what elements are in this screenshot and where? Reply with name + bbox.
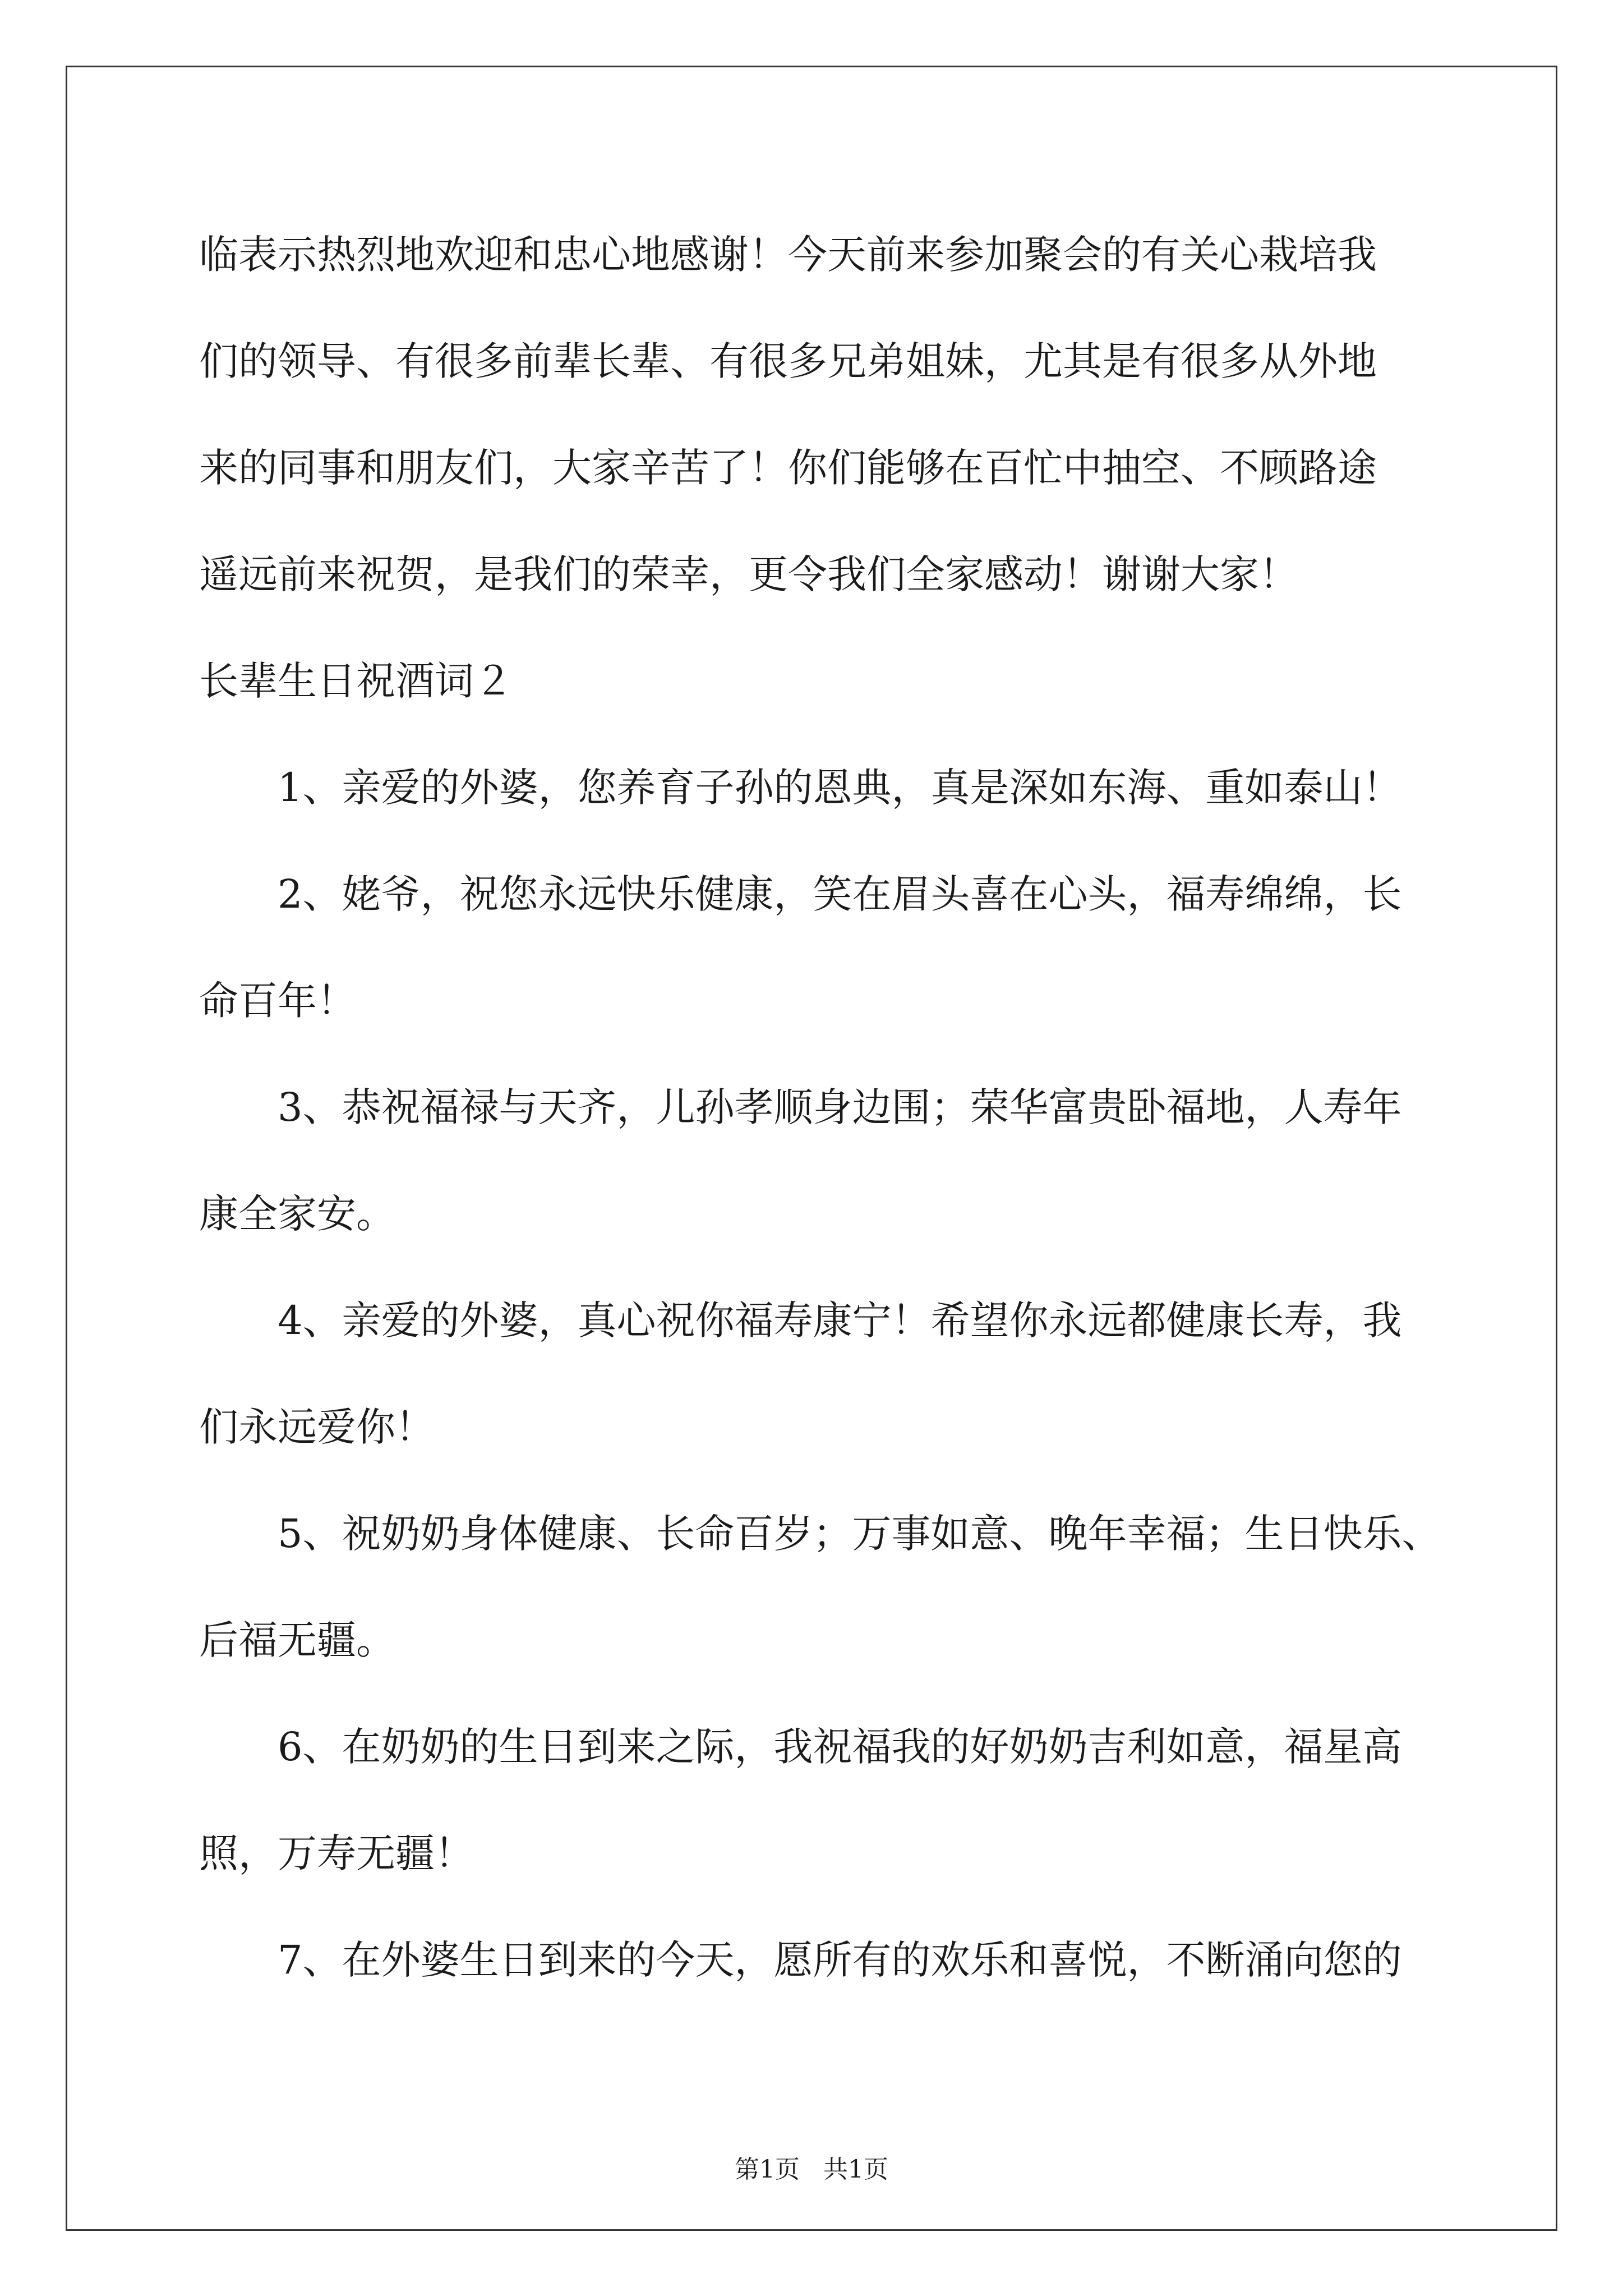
section-heading: 长辈生日祝酒词２ [199,658,513,704]
body-text-line: 们的领导、有很多前辈长辈、有很多兄弟姐妹，尤其是有很多从外地 [199,338,1377,384]
page-number-footer: 第1页 共1页 [735,2155,888,2184]
list-item: 2、姥爷，祝您永远快乐健康，笑在眉头喜在心头，福寿绵绵，长 [278,871,1402,917]
page-border [66,66,1557,2231]
body-text-line: 临表示热烈地欢迎和忠心地感谢！今天前来参加聚会的有关心栽培我 [199,232,1377,278]
list-item: 7、在外婆生日到来的今天，愿所有的欢乐和喜悦，不断涌向您的 [278,1937,1402,1983]
list-item-continuation: 后福无疆。 [199,1617,395,1663]
list-item: 1、亲爱的外婆，您养育子孙的恩典，真是深如东海、重如泰山！ [278,765,1402,811]
list-item-continuation: 们永远爱你！ [199,1404,435,1450]
body-text-line: 来的同事和朋友们，大家辛苦了！你们能够在百忙中抽空、不顾路途 [199,445,1377,491]
list-item: 3、恭祝福禄与天齐，儿孙孝顺身边围；荣华富贵卧福地，人寿年 [278,1084,1402,1130]
list-item-continuation: 照，万寿无疆！ [199,1830,474,1876]
list-item: 6、在奶奶的生日到来之际，我祝福我的好奶奶吉利如意，福星高 [278,1724,1402,1770]
body-text-line: 遥远前来祝贺，是我们的荣幸，更令我们全家感动！谢谢大家！ [199,551,1298,597]
list-item-continuation: 命百年！ [199,978,356,1024]
list-item: 4、亲爱的外婆，真心祝你福寿康宁！希望你永远都健康长寿，我 [278,1297,1402,1343]
list-item-continuation: 康全家安。 [199,1191,395,1237]
list-item: 5、祝奶奶身体健康、长命百岁；万事如意、晚年幸福；生日快乐、 [278,1511,1441,1557]
